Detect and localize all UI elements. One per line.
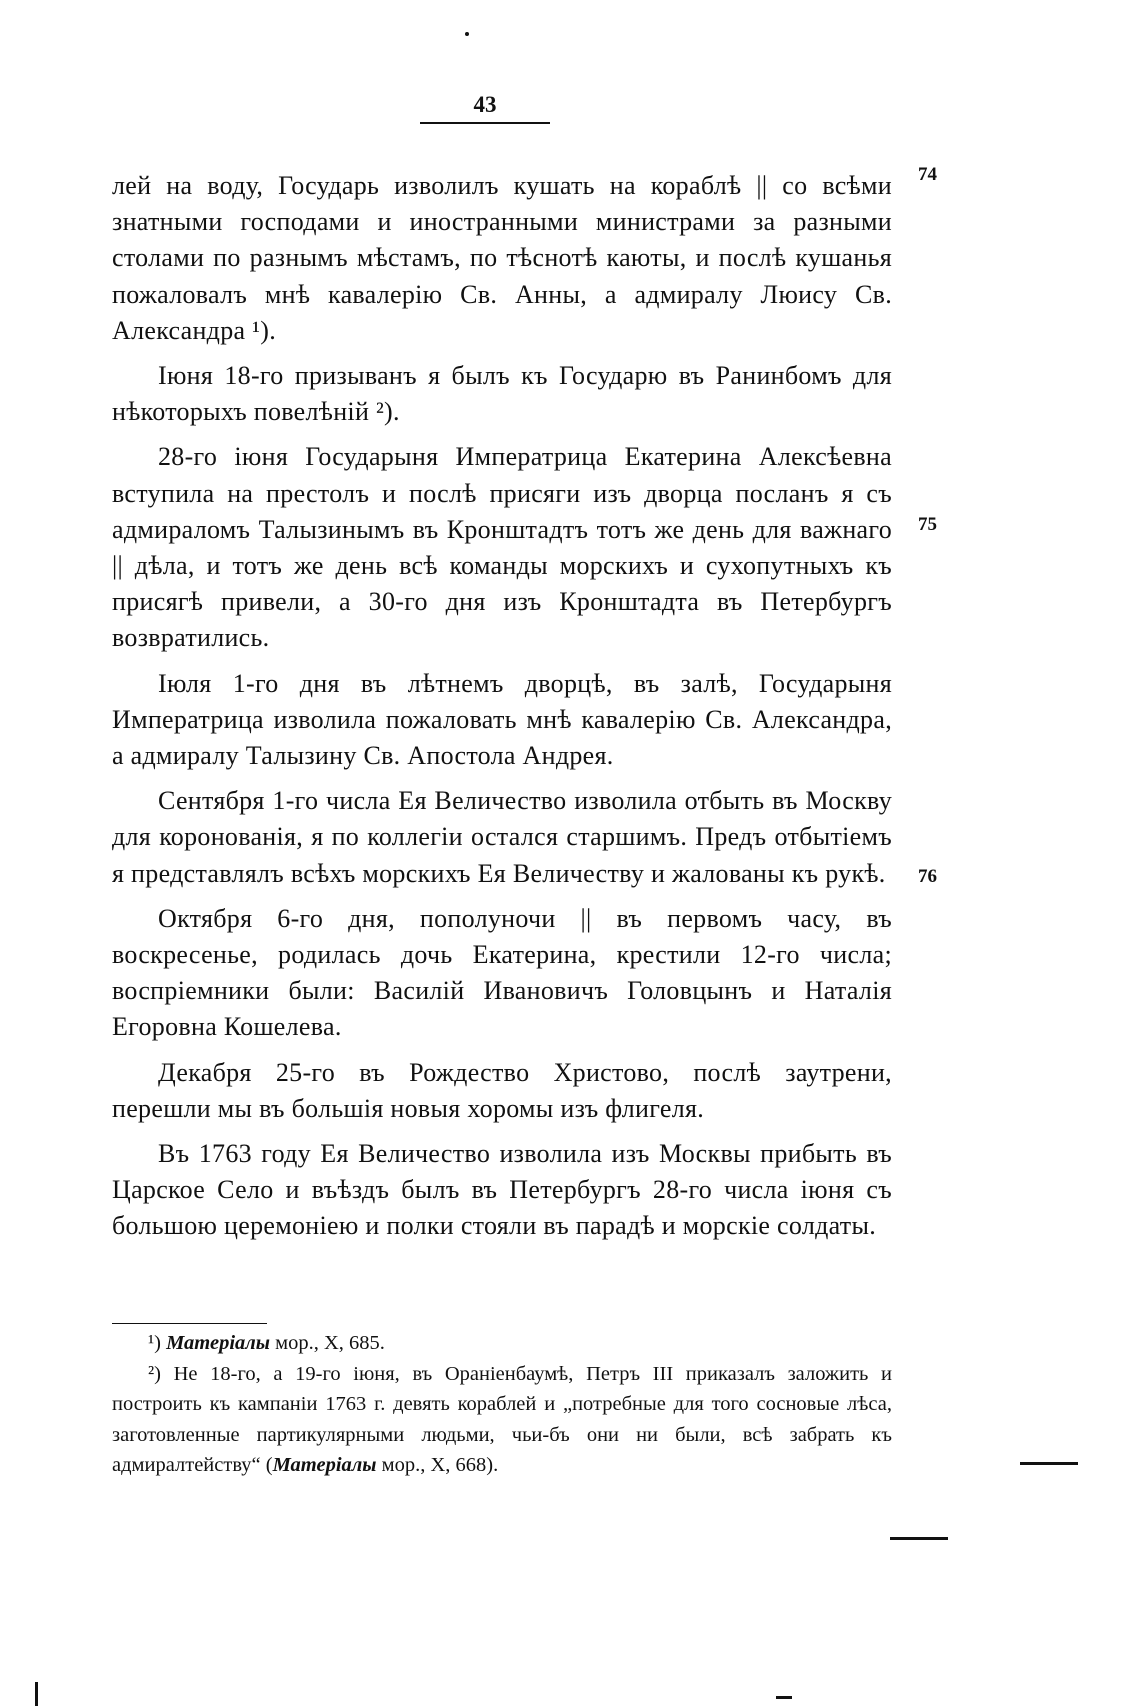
footnote-2 bbox=[112, 1359, 892, 1481]
footnote-2-text: Не 18-го, а 19-го іюня, въ Ораніенбаумѣ, Петръ III приказалъ заложить и построить къ кампаніи 1763 г. девять кораблей и „потребные для того сосновые лѣса, заготовленные партикулярными людьми, чьи-бъ они ни были, всѣ забрать къ адмиралтейству“ bbox=[112, 1362, 892, 1476]
paragraph-6: Октября 6-го дня, пополуночи || въ первомъ часу, въ воскресенье, родилась дочь Екатерина, крестили 12-го числа; воспріемники были: Василій Ивановичъ Головцынъ и Наталія Егоровна Кошелева. bbox=[112, 903, 892, 1042]
footnotes bbox=[112, 1328, 892, 1481]
footnote-2-open: ( bbox=[265, 1454, 273, 1476]
scan-mark-bottom bbox=[776, 1696, 792, 1699]
page-number: 43 bbox=[420, 92, 550, 124]
footnote-2-source: Матеріалы bbox=[272, 1454, 377, 1476]
margin-number-75: 75 bbox=[918, 514, 937, 535]
paragraph-8: Въ 1763 году Ея Величество изволила изъ Москвы прибыть въ Царское Село и въѣздъ былъ въ Петербургъ 28-го числа іюня съ большою церемоніею и полки стояли въ парадѣ и морскіе солдаты. bbox=[112, 1139, 892, 1241]
paragraph-2: Іюня 18-го призыванъ я былъ къ Государю въ Ранинбомъ для нѣкоторыхъ повелѣній ²). bbox=[112, 361, 892, 427]
scan-speck bbox=[465, 32, 469, 36]
paragraph-7: Декабря 25-го въ Рождество Христово, послѣ заутрени, перешли мы въ большія новыя хоромы изъ флигеля. bbox=[112, 1057, 892, 1123]
paragraph-1: лей на воду, Государь изволилъ кушать на кораблѣ || со всѣми знатными господами и иностранными министрами за разными столами по разнымъ мѣстамъ, по тѣснотѣ каюты, и послѣ кушанья пожаловалъ мнѣ кавалерію Св. Анны, а адмиралу Люису Св. Александра ¹). bbox=[112, 171, 892, 345]
footnote-divider bbox=[112, 1323, 267, 1324]
paragraph-4: Іюля 1-го дня въ лѣтнемъ дворцѣ, въ залѣ, Государыня Императрица изволила пожаловать мнѣ кавалерію Св. Александра, а адмиралу Талызину Св. Апостола Андрея. bbox=[112, 668, 892, 771]
footnote-1 bbox=[112, 1328, 892, 1359]
body-text bbox=[112, 168, 892, 1254]
margin-number-74: 74 bbox=[918, 164, 937, 185]
scan-mark-right bbox=[1020, 1462, 1078, 1465]
paragraph-5: Сентября 1-го числа Ея Величество изволила отбыть въ Москву для коронованія, я по коллегіи остался старшимъ. Предъ отбытіемъ я представлялъ всѣхъ морскихъ Ея Величеству и жалованы къ рукѣ. bbox=[112, 786, 892, 888]
scan-mark-lower bbox=[890, 1537, 948, 1540]
footnote-1-ref: мор., X, 685. bbox=[275, 1332, 385, 1354]
paragraph-3: 28-го іюня Государыня Императрица Екатерина Алексѣевна вступила на престолъ и послѣ присяги изъ дворца посланъ я съ адмираломъ Талызинымъ въ Кронштадтъ тотъ же день для важнаго || дѣла, и тотъ же день всѣ команды морскихъ и сухопутныхъ къ присягѣ привели, а 30-го дня изъ Кронштадта въ Петербургъ возвратились. bbox=[112, 442, 892, 653]
footnote-1-source: Матеріалы bbox=[166, 1332, 271, 1354]
footnote-2-mark: ²) bbox=[148, 1362, 161, 1385]
scan-mark-left-edge bbox=[35, 1682, 38, 1706]
footnote-1-mark: ¹) bbox=[148, 1332, 161, 1354]
margin-number-76: 76 bbox=[918, 866, 937, 887]
footnote-2-ref: мор., X, 668). bbox=[381, 1454, 499, 1476]
